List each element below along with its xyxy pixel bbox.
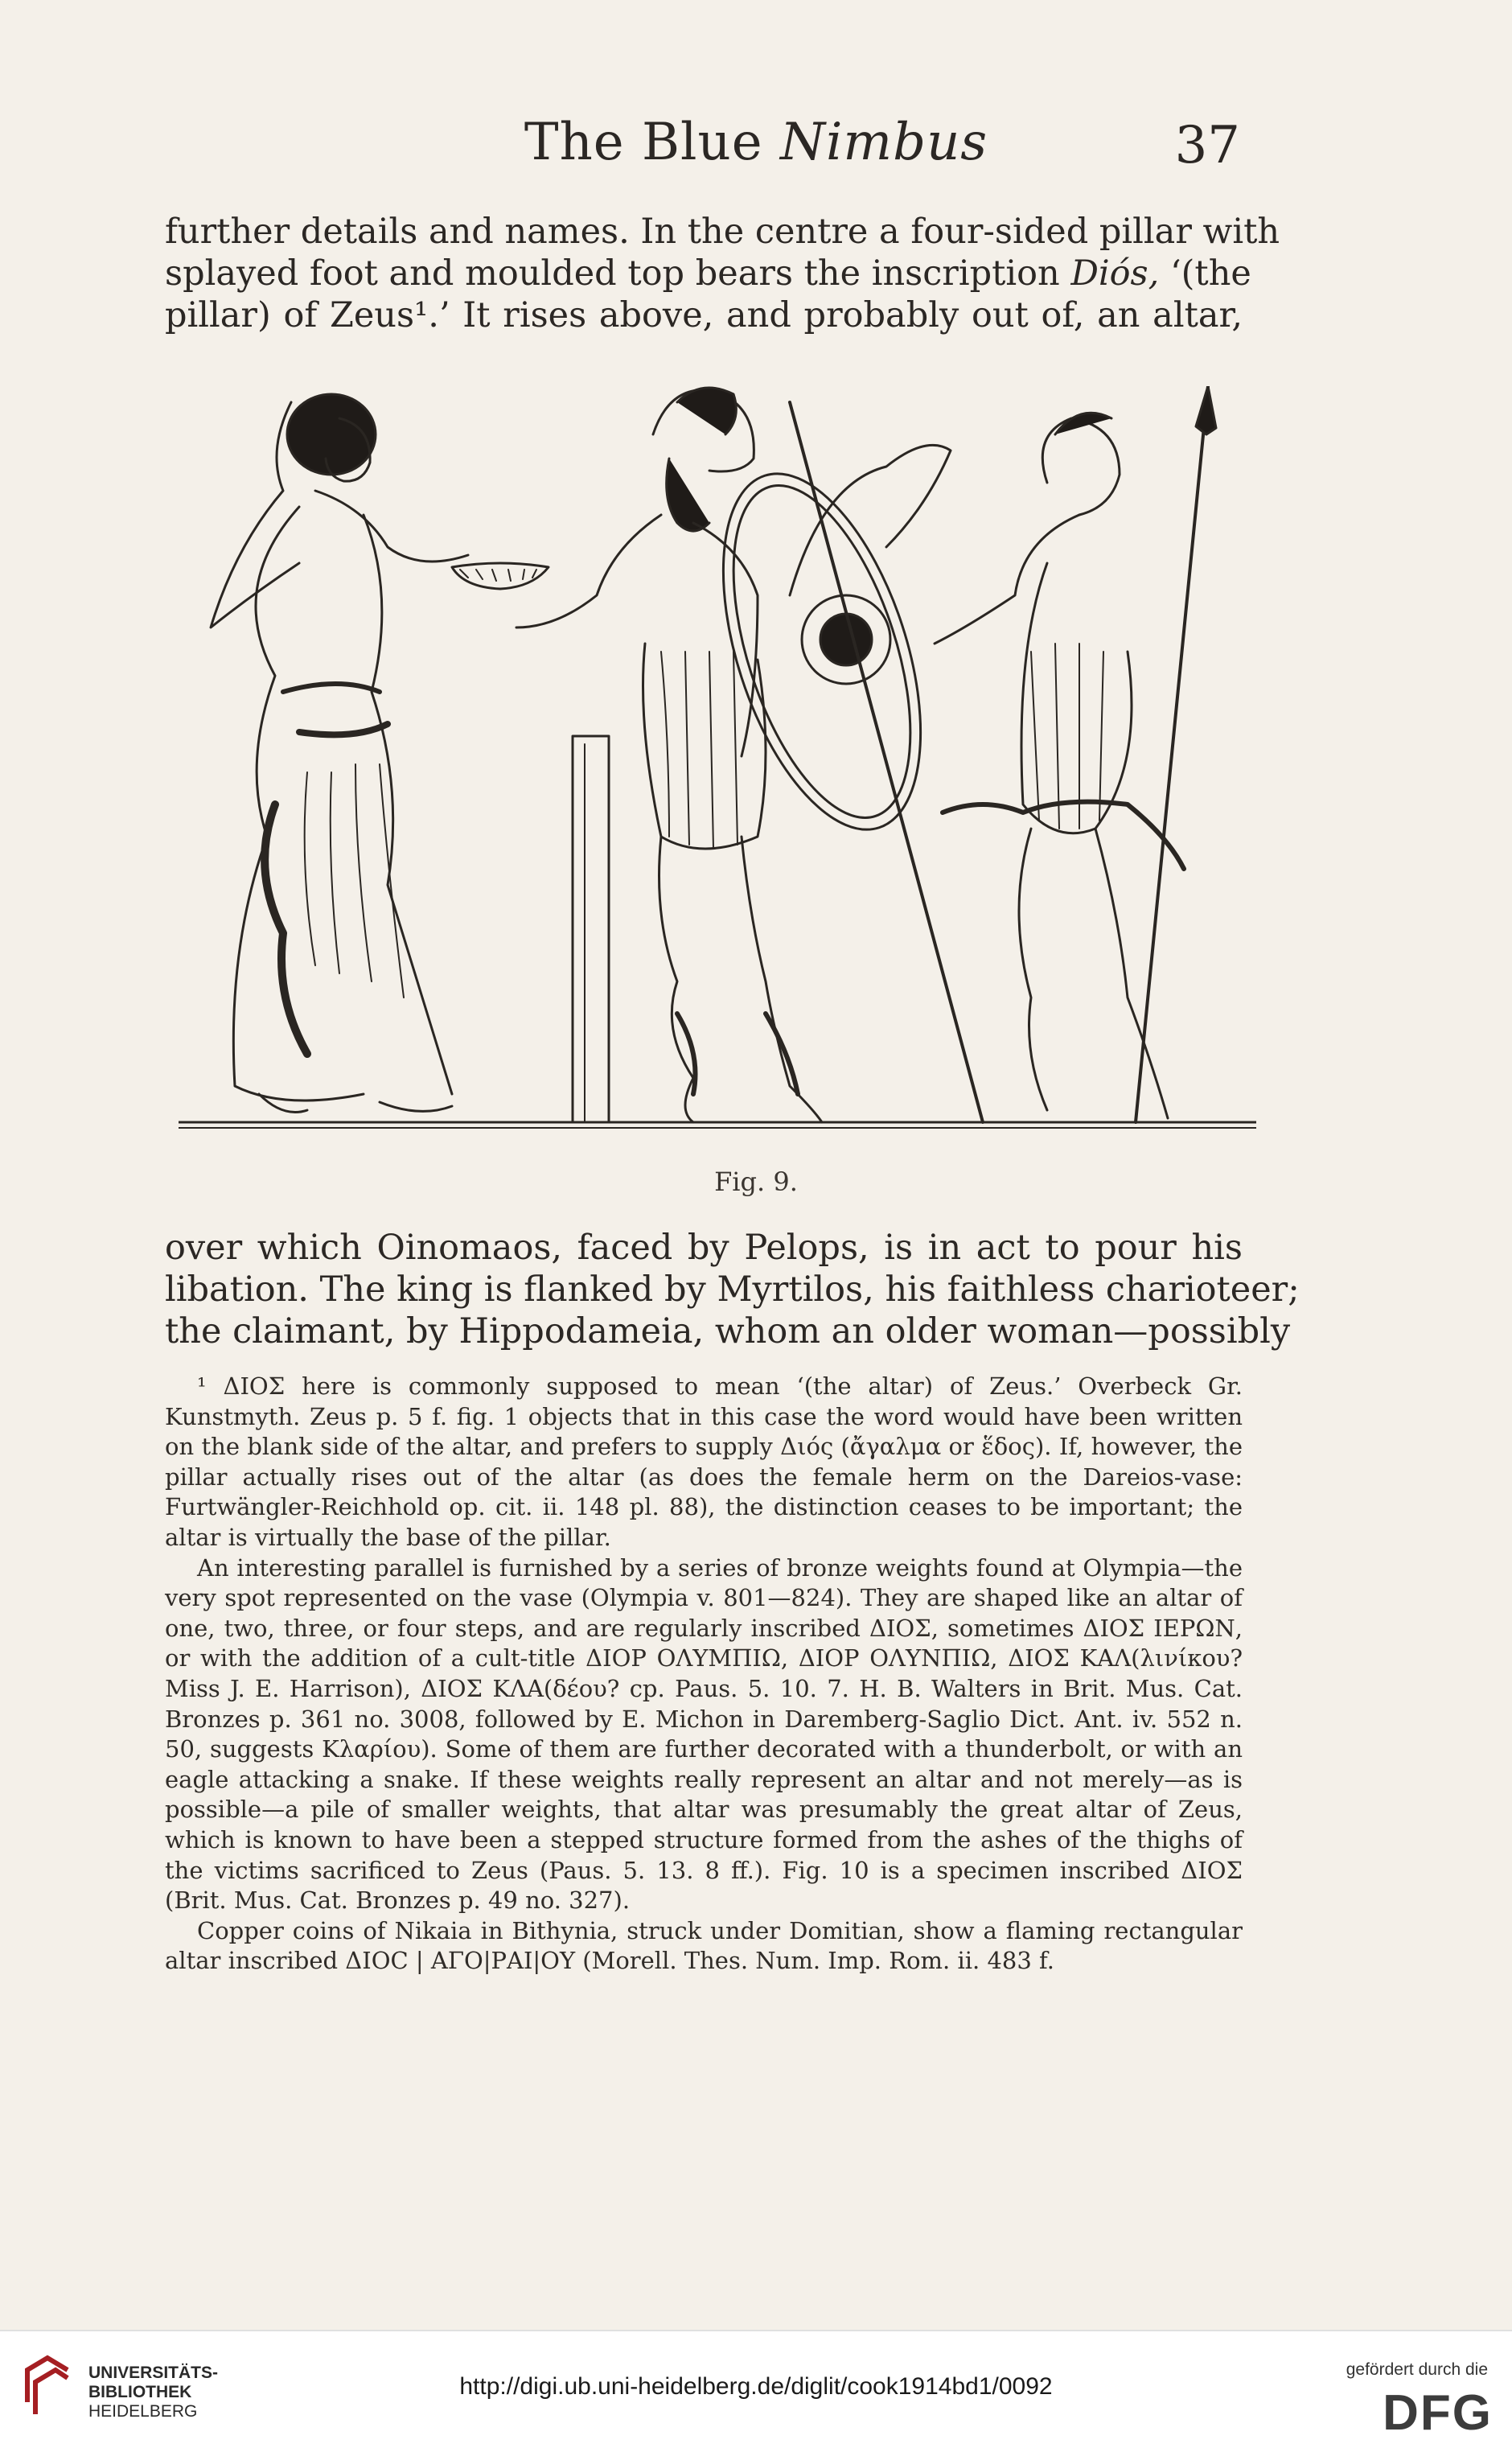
running-title-italic: Nimbus (779, 113, 988, 172)
body-paragraph-top (165, 211, 1280, 336)
text-line: splayed foot and moulded top bears the inscription Diós, ‘(the (165, 253, 1251, 294)
page-number: 37 (1174, 116, 1240, 175)
body-paragraph-bottom (165, 1227, 1300, 1352)
footnote-1: ¹ ΔΙΟΣ here is commonly supposed to mean ‘(the altar) of Zeus.’ Overbeck Gr. Kunstmyth. Zeus p. 5 f. fig. 1 objects that in this case the word would have been written on the blank side of the altar, and prefers to supply Διός (ἄγαλμα or ἕδος). If, however, the pillar actually rises out of the altar (as does the female herm on the Dareios-vase: Furtwängler-Reichhold op. cit. ii. 148 pl. 88), the distinction ceases to be important; the altar is virtually the base of the pillar. (165, 1372, 1243, 1551)
running-title-roman: The Blue (524, 113, 763, 172)
footnote-paragraph: Copper coins of Nikaia in Bithynia, struck under Domitian, show a flaming rectangular altar inscribed ΔΙΟϹ | ΑΓΟ|ΡΑΙ|ΟΥ (Morell. Thes. Num. Imp. Rom. ii. 483 f. (165, 1916, 1243, 1975)
figure-caption: Fig. 9. (714, 1166, 798, 1197)
running-title (0, 113, 1512, 172)
digitization-footer (0, 2330, 1512, 2448)
source-url-link[interactable]: http://digi.ub.uni-heidelberg.de/diglit/cook1914bd1/0092 (459, 2373, 1053, 2400)
spear-warrior (790, 402, 983, 1122)
text-line: further details and names. In the centre a four-sided pillar with (165, 212, 1280, 252)
altar-pillar (573, 736, 609, 1122)
text-line: over which Oinomaos, faced by Pelops, is in act to pour his (165, 1228, 1243, 1268)
text-line: libation. The king is flanked by Myrtilos, his faithless charioteer; (165, 1269, 1300, 1310)
vase-painting-figure (179, 386, 1256, 1142)
funding-note: gefördert durch die (1346, 2360, 1488, 2379)
goddess-spear (1136, 386, 1216, 1122)
library-name: UNIVERSITÄTS- BIBLIOTHEK HEIDELBERG (88, 2364, 219, 2421)
footnotes (165, 1372, 1243, 1977)
greek-word-italic: Diós, (1070, 253, 1160, 294)
footnote-paragraph: An interesting parallel is furnished by a series of bronze weights found at Olympia—the very spot represented on the vase (Olympia v. 801—824). They are shaped like an altar of one, two, three, or four steps, and are regularly inscribed ΔΙΟΣ, sometimes ΔΙΟΣ ΙΕΡΩΝ, or with the addition of a cult-title ΔΙΟΡ ΟΛΥΜΠΙΩ, ΔΙΟΡ ΟΛΥΝΠΙΩ, ΔΙΟΣ ΚΑΛ(λινίκου? Miss J. E. Harrison), ΔΙΟΣ ΚΛΑ(δέου? cp. Paus. 5. 10. 7. H. B. Walters in Brit. Mus. Cat. Bronzes p. 361 no. 3008, followed by E. Michon in Daremberg-Saglio Dict. Ant. iv. 552 n. 50, suggests Κλαρίου). Some of them are further decorated with a thunderbolt, or with an eagle attacking a snake. If these weights really represent an altar and not merely—as is possible—a pile of smaller weights, that altar was presumably the great altar of Zeus, which is known to have been a stepped structure formed from the ashes of the thighs of the victims sacrificed to Zeus (Paus. 5. 13. 8 ff.). Fig. 10 is a specimen inscribed ΔΙΟΣ (Brit. Mus. Cat. Bronzes p. 49 no. 327). (165, 1553, 1243, 1915)
text-line: pillar) of Zeus¹.’ It rises above, and probably out of, an altar, (165, 295, 1243, 335)
woman-figure (211, 394, 468, 1113)
libation-phiale (452, 563, 549, 589)
running-header (0, 113, 1512, 185)
text-line: the claimant, by Hippodameia, whom an older woman—possibly (165, 1311, 1291, 1352)
dfg-logo: DFG (1383, 2385, 1493, 2441)
winged-goddess-figure (790, 413, 1184, 1118)
